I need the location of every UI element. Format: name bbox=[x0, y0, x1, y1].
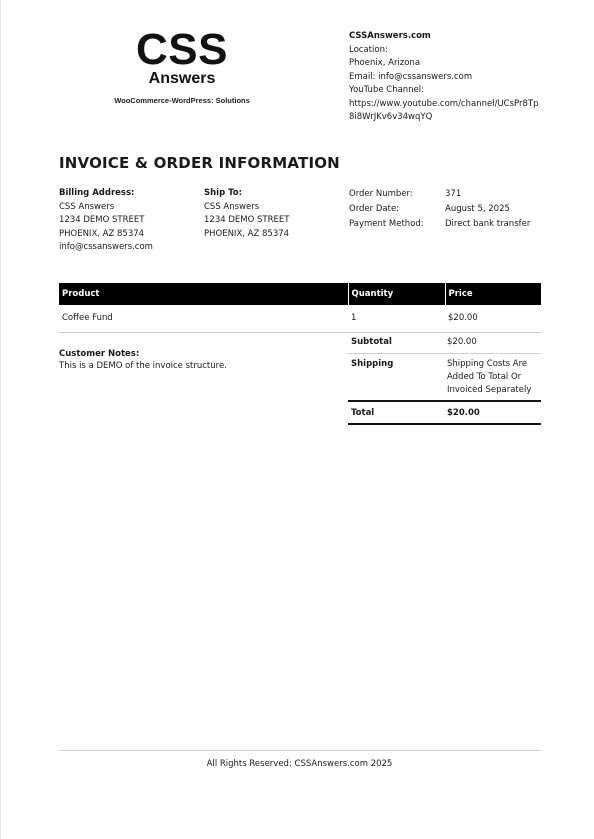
billing-name: CSS Answers bbox=[59, 201, 115, 212]
items-header-row bbox=[59, 283, 541, 305]
logo-main-text: CSS bbox=[136, 25, 228, 74]
payment-method: Direct bank transfer bbox=[445, 219, 531, 229]
logo-sub-text: Answers bbox=[148, 70, 216, 87]
footer-text: All Rights Reserved: CSSAnswers.com 2025 bbox=[206, 759, 393, 769]
billing-email: info@cssanswers.com bbox=[59, 242, 153, 252]
payment-method-row bbox=[349, 217, 544, 232]
company-youtube-url-line1: https://www.youtube.com/channel/UCsPr8Tp bbox=[349, 98, 539, 109]
order-date: August 5, 2025 bbox=[445, 204, 510, 214]
order-date-label: Order Date: bbox=[349, 204, 400, 214]
subtotal-value: $20.00 bbox=[444, 333, 541, 353]
billing-heading: Billing Address: bbox=[59, 188, 135, 198]
company-location-label: Location: bbox=[349, 44, 388, 55]
column-header-price: Price bbox=[445, 283, 541, 305]
billing-street: 1234 DEMO STREET bbox=[59, 215, 145, 225]
company-location: Phoenix, Arizona bbox=[349, 58, 421, 68]
item-price: $20.00 bbox=[445, 305, 541, 332]
footer-divider bbox=[59, 750, 540, 751]
invoice-page bbox=[1, 0, 594, 839]
order-totals-table bbox=[348, 333, 541, 425]
company-logo bbox=[97, 25, 267, 106]
order-date-row bbox=[349, 202, 544, 217]
subtotal-label: Subtotal bbox=[348, 333, 444, 353]
total-label: Total bbox=[348, 401, 444, 424]
item-quantity: 1 bbox=[348, 305, 445, 332]
customer-notes-heading: Customer Notes: bbox=[59, 349, 140, 359]
company-youtube-url-line2: 8i8WrJKv6v34wqYQ bbox=[349, 112, 433, 122]
shipping-note-line1: Shipping Costs Are bbox=[447, 358, 528, 369]
company-name: CSSAnswers.com bbox=[349, 31, 431, 41]
shipping-address bbox=[204, 187, 344, 241]
shipping-row bbox=[348, 353, 541, 401]
column-header-quantity: Quantity bbox=[348, 283, 445, 305]
order-number-row bbox=[349, 187, 544, 202]
shipping-note-line3: Invoiced Separately bbox=[447, 384, 532, 395]
company-info bbox=[349, 30, 549, 125]
item-product: Coffee Fund bbox=[59, 305, 348, 332]
total-row bbox=[348, 401, 541, 424]
logo-tagline: WooCommerce-WordPress: Solutions bbox=[114, 96, 250, 105]
total-value: $20.00 bbox=[444, 401, 541, 424]
company-youtube-label: YouTube Channel: bbox=[349, 85, 425, 95]
shipping-label: Shipping bbox=[348, 353, 444, 401]
customer-notes-text: This is a DEMO of the invoice structure. bbox=[59, 361, 227, 371]
order-number-label: Order Number: bbox=[349, 189, 413, 199]
order-details bbox=[349, 187, 544, 232]
shipping-name: CSS Answers bbox=[204, 201, 260, 212]
column-header-product: Product bbox=[59, 283, 348, 305]
order-items-table bbox=[59, 283, 541, 333]
shipping-heading: Ship To: bbox=[204, 188, 243, 198]
order-number: 371 bbox=[445, 189, 462, 199]
customer-notes bbox=[59, 348, 339, 372]
billing-city: PHOENIX, AZ 85374 bbox=[59, 228, 145, 239]
shipping-city: PHOENIX, AZ 85374 bbox=[204, 228, 290, 239]
payment-method-label: Payment Method: bbox=[349, 219, 424, 229]
shipping-street: 1234 DEMO STREET bbox=[204, 215, 290, 225]
shipping-value bbox=[444, 353, 541, 401]
table-row bbox=[59, 305, 541, 332]
company-email: Email: info@cssanswers.com bbox=[349, 71, 473, 82]
shipping-note-line2: Added To Total Or bbox=[447, 371, 522, 382]
subtotal-row bbox=[348, 333, 541, 353]
invoice-title: INVOICE & ORDER INFORMATION bbox=[59, 154, 340, 172]
billing-address bbox=[59, 187, 199, 255]
